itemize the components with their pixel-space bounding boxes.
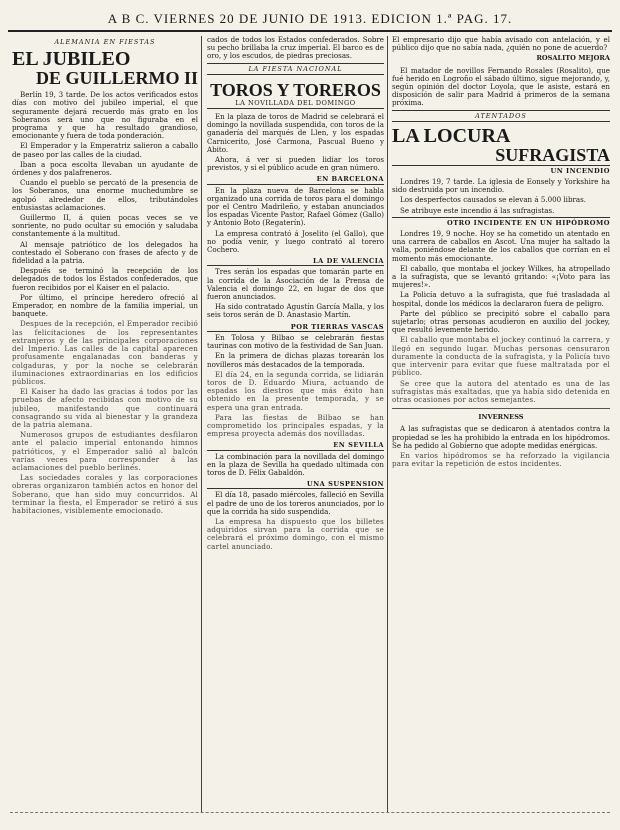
headline-locura: LA LOCURA (392, 124, 511, 147)
article-paragraph: Los desperfectos causados se elevan á 5.000 libras. (400, 195, 587, 205)
section-sevilla: EN SEVILLA (207, 441, 384, 450)
column-jubileo (12, 36, 198, 816)
article-paragraph: Parte del público se precipitó sobre el caballo para sujetarlo; otras personas acudieron en auxilio del jockey, que resultó levemente herido. (392, 308, 610, 335)
headline-jubileo-2: DE GUILLERMO II (35, 68, 198, 89)
subheading-hipodromo: OTRO INCIDENTE EN UN HIPÓDROMO (392, 217, 610, 227)
article-paragraph: Ahora, á ver si pueden lidiar los toros previstos, y si el público acude en gran número. (207, 155, 384, 173)
article-paragraph: El caballo, que montaba el jockey Wilkes, ha atropellado a la sufragista, que se levantó gritando: «¡Voto para las mujeres!». (392, 263, 610, 290)
headline-toros: TOROS Y TOREROS (210, 79, 381, 100)
column-rule-2 (387, 36, 388, 812)
article-paragraph: El empresario dijo que había avisado con antelación, y el público dijo que no sabía nada, ¿quién no pone de acuerdo? (392, 36, 610, 53)
heading-rosalito: ROSALITO MEJORA (536, 54, 610, 63)
article-paragraph: cados de todos los Estados confederados. Sobre su pecho brillaba la cruz imperial. El barco es de oro, y los escudos, de piedras preciosas. (207, 36, 384, 61)
text-filler: En varios hipódromos se ha reforzado la vigilancia para evitar la repetición de estos incidentes. (392, 450, 610, 469)
section-barcelona: EN BARCELONA (207, 175, 384, 184)
divider (392, 408, 610, 409)
page-header (8, 8, 612, 32)
article-paragraph: Berlín 19, 3 tarde. De los actos verificados estos días con motivo del jubileo imperial, el que seguramente dejará recuerdo más grato en los Soberanos será uno que no figuraba en el programa y que ha resultado grandioso, emocionante y fuera de toda ponderación. (12, 90, 198, 141)
column-toros (207, 36, 384, 816)
article-paragraph: La combinación para la novillada del domingo en la plaza de Sevilla ha quedado ultimada con toros de D. Félix Gabaldón. (207, 451, 384, 477)
article-paragraph: El día 18, pasado miércoles, falleció en Sevilla el padre de uno de los toreros anunciados, por lo que la corrida ha sido suspendida. (207, 490, 384, 516)
kicker-fiesta-nacional: LA FIESTA NACIONAL (207, 63, 384, 75)
text-filler: El caballo que montaba el jockey continuó la carrera, y llegó en segundo lugar. Muchas personas censuraron duramente la conducta de la sufragista, y la Policía tuvo que intervenir para evitar que fuese maltratada por el público. Se cree que la autora del atentado es una de las sufragistas más exaltadas, que ya había sido detenida en otras ocasiones por actos semejantes. (392, 335, 610, 404)
header-line: A B C. VIERNES 20 DE JUNIO DE 1913. EDICION 1.ª PAG. 17. (107, 11, 513, 26)
kicker-atentados: ATENTADOS (392, 110, 610, 122)
subheading-incendio: UN INCENDIO (392, 165, 610, 175)
article-paragraph: En la primera de dichas plazas torearán los novilleros más destacados de la temporada. (207, 351, 384, 369)
section-tierras-vascas: POR TIERRAS VASCAS (207, 323, 384, 332)
article-paragraph: Ha sido contratado Agustín García Malla, y los seis toros serán de D. Anastasio Martín. (207, 302, 384, 320)
text-filler: El día 24, en la segunda corrida, se lidiarán toros de D. Eduardo Miura, actuando de espadas los diestros que más éxito han obtenido en la presente temporada, y se espera una gran entrada. Para las fiestas de Bilbao se han comprometido los principales espadas, y la empresa proyecta además dos novilladas. (207, 369, 384, 439)
headline-jubileo-1: EL JUBILEO (12, 48, 131, 71)
headline-sufragista: SUFRAGISTA (495, 144, 610, 165)
article-paragraph: El matador de novillos Fernando Rosales (Rosalito), que fué herido en Logroño el sábado último, sigue mejorando, y, según opinión del doctor Loyola, que le asiste, estará en disposición de salir para Madrid á primeros de la semana próxima. (392, 65, 610, 108)
subheading-novillada: LA NOVILLADA DEL DOMINGO (207, 99, 384, 109)
article-paragraph: Tres serán los espadas que tomarán parte en la corrida de la Asociación de la Prensa de Valencia el domingo 22, en lugar de dos que fueron anunciados. (207, 267, 384, 302)
text-filler: La empresa ha dispuesto que los billetes adquiridos sirvan para la corrida que se celebrará el próximo domingo, con el mismo cartel anunciado. (207, 516, 384, 551)
article-paragraph: Después se terminó la recepción de los delegados de todos los Estados confederados, que fueron recibidos por el Kaiser en el palacio. (12, 266, 198, 292)
article-paragraph: Guillermo II, á quien pocas veces se ve sonriente, no pudo ocultar su emoción y saludaba constantemente á la multitud. (12, 213, 198, 239)
article-paragraph: Se atribuye este incendio á las sufragistas. (400, 205, 555, 215)
footer-rule (10, 812, 610, 817)
heading-inverness: INVERNESS (478, 413, 524, 422)
article-paragraph: En Tolosa y Bilbao se celebrarán fiestas taurinas con motivo de la festividad de San Juan. (207, 332, 384, 351)
article-paragraph: En la plaza nueva de Barcelona se habla organizado una corrida de toros para el domingo por el Centro Madrileño, y estaban anunciados los espadas Vicente Pastor, Rafael Gómez (Gallo) y Antonio Boto (Regaterín). (207, 185, 384, 228)
article-paragraph: Londres 19, 9 noche. Hoy se ha cometido un atentado en una carrera de caballos en Ascot. Una mujer ha saltado la valla, poniéndose delante de los caballos que corrían en el momento más emocionante. (392, 229, 610, 263)
article-paragraph: La Policía detuvo a la sufragista, que fué trasladada al hospital, donde los médicos la declararon fuera de peligro. (392, 290, 610, 308)
article-paragraph: El Emperador y la Emperatriz salieron a caballo de paseo por las calles de la ciudad. (12, 141, 198, 159)
text-filler: Despues de la recepción, el Emperador recibió las felicitaciones de los representantes extranjeros y de las principales corporaciones del Imperio. Las calles de la capital aparecen profusamente engalanadas con banderas y colgaduras, y por la noche se celebrarán iluminaciones extraordinarias en los edificios públicos. El Kaiser ha dado las gracias á todos por las pruebas de afecto recibidas con motivo de su jubileo, manifestando que continuará consagrando su vida al bienestar y la grandeza de la patria alemana. Numerosos grupos de estudiantes desfilaron ante el palacio imperial entonando himnos patrióticos, y el Emperador salió al balcón varias veces para corresponder á las aclamaciones del pueblo berlinés. Las sociedades corales y las corporaciones obreras organizaron también actos en honor del Soberano, que han sido muy concurridos. Al terminar la fiesta, el Emperador se retiró á sus habitaciones, visiblemente emocionado. (12, 319, 198, 515)
article-paragraph: En la plaza de toros de Madrid se celebrará el domingo la novillada suspendida, con toros de la ganadería del marqués de Llen, y los espadas Carnicerito, José Carmona, Pascual Bueno y Abito. (207, 112, 384, 154)
column-rule-1 (201, 36, 202, 812)
article-paragraph: La empresa contrató á Joselito (el Gallo), que no podía venir, y luego contrató al torero Cochero. (207, 228, 384, 255)
article-paragraph: Por último, el príncipe heredero ofreció al Emperador, en nombre de la familia imperial, un banquete. (12, 292, 198, 319)
article-paragraph: A las sufragistas que se dedicaron á atentados contra la propiedad se les ha prohibido la entrada en los hipódromos. Se ha pedido al Gobierno que adopte medidas enérgicas. (392, 424, 610, 450)
column-sufragista (392, 36, 610, 816)
article-paragraph: Londres 19, 7 tarde. La iglesia de Eonsely y Yorkshire ha sido destruida por un incendio. (392, 177, 610, 195)
article-paragraph: Iban a poca escolta llevaban un ayudante de órdenes y dos palafreneros. (12, 159, 198, 178)
section-suspension: UNA SUSPENSION (207, 480, 384, 489)
article-paragraph: Cuando el pueblo se percató de la presencia de los Soberanos, una enorme muchedumbre se agolpó alrededor de ellos, tributándoles entusiastas aclamaciones. (12, 178, 198, 212)
kicker-alemania: ALEMANIA EN FIESTAS (54, 38, 156, 46)
article-paragraph: Al mensaje patriótico de los delegados ha contestado el Soberano con frases de afecto y de fidelidad a la patria. (12, 239, 198, 266)
section-valencia: LA DE VALENCIA (207, 257, 384, 266)
